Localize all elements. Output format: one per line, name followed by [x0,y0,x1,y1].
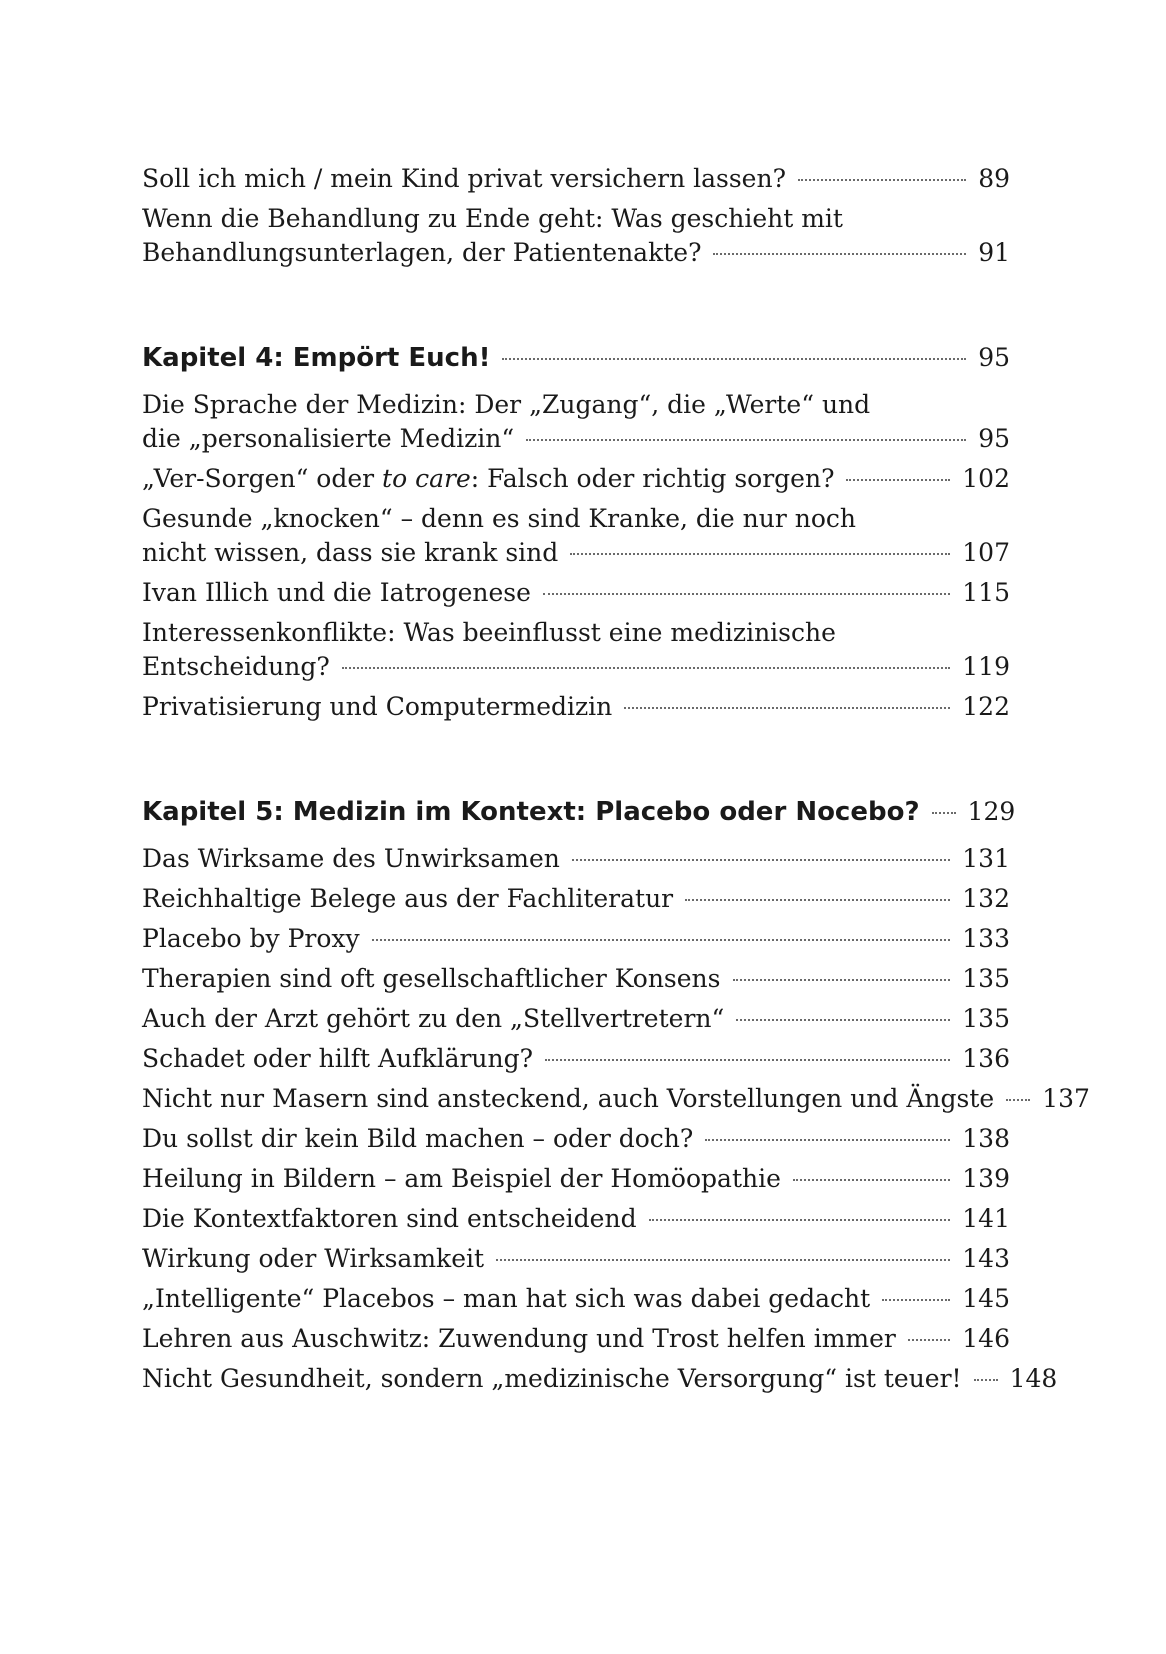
toc-entry-title: Soll ich mich / mein Kind privat versichern lassen? [142,164,786,193]
dot-leader [685,899,950,901]
chapter-title: Kapitel 5: Medizin im Kontext: Placebo oder Nocebo? [142,797,920,827]
toc-page-number: 91 [978,238,1010,267]
toc-entry [142,842,1010,876]
toc-entry [142,388,1010,456]
toc-entry [142,1362,1058,1396]
dot-leader [372,939,951,941]
toc-entry-title-cont: die „personalisierte Medizin“ [142,424,515,453]
toc-page-number: 95 [978,424,1010,453]
table-of-contents [142,162,1090,1402]
toc-entry-title-cont: nicht wissen, dass sie krank sind [142,538,559,567]
dot-leader [572,859,950,861]
chapter-page-number: 95 [978,343,1010,372]
dot-leader [713,253,966,255]
dot-leader [798,179,966,181]
toc-entry [142,1202,1010,1236]
dot-leader [570,553,950,555]
toc-entry-title: Interessenkonflikte: Was beeinflusst eine medizinische [142,618,836,647]
dot-leader [1006,1099,1030,1101]
toc-page-number: 89 [978,164,1010,193]
dot-leader [974,1379,998,1381]
toc-page-number: 148 [1009,1364,1058,1393]
toc-entry-title: Auch der Arzt gehört zu den „Stellvertretern“ [142,1004,725,1033]
toc-entry [142,1042,1010,1076]
toc-page-number: 135 [962,1004,1010,1033]
toc-entry [142,1122,1010,1156]
chapter-heading [142,340,1010,376]
toc-entry-title-cont: Entscheidung? [142,652,330,681]
toc-entry [142,1282,1010,1316]
toc-page-number: 122 [962,692,1010,721]
toc-entry-title: Wenn die Behandlung zu Ende geht: Was geschieht mit [142,204,843,233]
dot-leader [342,667,951,669]
toc-page-number: 107 [962,538,1010,567]
toc-page-number: 146 [962,1324,1010,1353]
toc-entry [142,202,1010,270]
toc-entry [142,462,1010,496]
toc-page-number: 139 [962,1164,1010,1193]
toc-page-number: 115 [962,578,1010,607]
toc-page-number: 136 [962,1044,1010,1073]
toc-entry [142,882,1010,916]
toc-entry [142,1002,1010,1036]
toc-entry [142,616,1010,684]
chapter-heading [142,794,1016,830]
dot-leader [908,1339,950,1341]
dot-leader [502,358,966,360]
title-italic-part: to care [382,464,471,493]
toc-entry [142,502,1010,570]
toc-entry [142,922,1010,956]
toc-entry-title: Therapien sind oft gesellschaftlicher Konsens [142,964,721,993]
toc-entry [142,1322,1010,1356]
toc-page-number: 145 [962,1284,1010,1313]
dot-leader [496,1259,950,1261]
dot-leader [526,439,966,441]
dot-leader [882,1299,950,1301]
toc-page-number: 132 [962,884,1010,913]
toc-entry-title: Schadet oder hilft Aufklärung? [142,1044,534,1073]
toc-entry-title: Die Kontextfaktoren sind entscheidend [142,1204,637,1233]
toc-entry [142,962,1010,996]
toc-entry-title: Wirkung oder Wirksamkeit [142,1244,485,1273]
toc-page-number: 138 [962,1124,1010,1153]
toc-entry-title: Das Wirksame des Unwirksamen [142,844,560,873]
toc-entry [142,1082,1090,1116]
toc-entry-title-cont: Behandlungsunterlagen, der Patientenakte? [142,238,702,267]
title-part: : Falsch oder richtig sorgen? [470,464,835,493]
dot-leader [545,1059,950,1061]
toc-page-number: 131 [962,844,1010,873]
toc-entry [142,1162,1010,1196]
toc-entry-title: Placebo by Proxy [142,924,360,953]
toc-page-number: 133 [962,924,1010,953]
toc-entry-title: Du sollst dir kein Bild machen – oder doch? [142,1124,694,1153]
toc-entry [142,1242,1010,1276]
toc-page-number: 143 [962,1244,1010,1273]
toc-entry [142,162,1010,196]
toc-page-number: 102 [962,464,1010,493]
chapter-page-number: 129 [967,797,1016,826]
toc-page-number: 137 [1042,1084,1090,1113]
dot-leader [733,979,951,981]
dot-leader [649,1219,951,1221]
toc-entry-title: Nicht nur Masern sind ansteckend, auch Vorstellungen und Ängste [142,1084,995,1113]
toc-page-number: 119 [962,652,1010,681]
toc-entry-title: Nicht Gesundheit, sondern „medizinische Versorgung“ ist teuer! [142,1364,962,1393]
title-part: „Ver-Sorgen“ oder [142,464,383,493]
toc-entry [142,690,1010,724]
toc-entry-title: Heilung in Bildern – am Beispiel der Homöopathie [142,1164,781,1193]
toc-entry-title: Ivan Illich und die Iatrogenese [142,578,531,607]
toc-entry-title: „Intelligente“ Placebos – man hat sich was dabei gedacht [142,1284,871,1313]
dot-leader [543,593,950,595]
dot-leader [705,1139,950,1141]
dot-leader [624,707,950,709]
dot-leader [932,812,956,814]
toc-page-number: 141 [962,1204,1010,1233]
dot-leader [793,1179,950,1181]
toc-entry-title [142,462,834,496]
toc-entry [142,576,1010,610]
toc-entry-title: Gesunde „knocken“ – denn es sind Kranke, die nur noch [142,504,856,533]
chapter-title: Kapitel 4: Empört Euch! [142,343,491,373]
dot-leader [846,479,950,481]
toc-entry-title: Die Sprache der Medizin: Der „Zugang“, die „Werte“ und [142,390,871,419]
dot-leader [736,1019,950,1021]
toc-entry-title: Privatisierung und Computermedizin [142,692,613,721]
toc-page-number: 135 [962,964,1010,993]
toc-entry-title: Reichhaltige Belege aus der Fachliteratur [142,884,674,913]
toc-entry-title: Lehren aus Auschwitz: Zuwendung und Trost helfen immer [142,1324,896,1353]
